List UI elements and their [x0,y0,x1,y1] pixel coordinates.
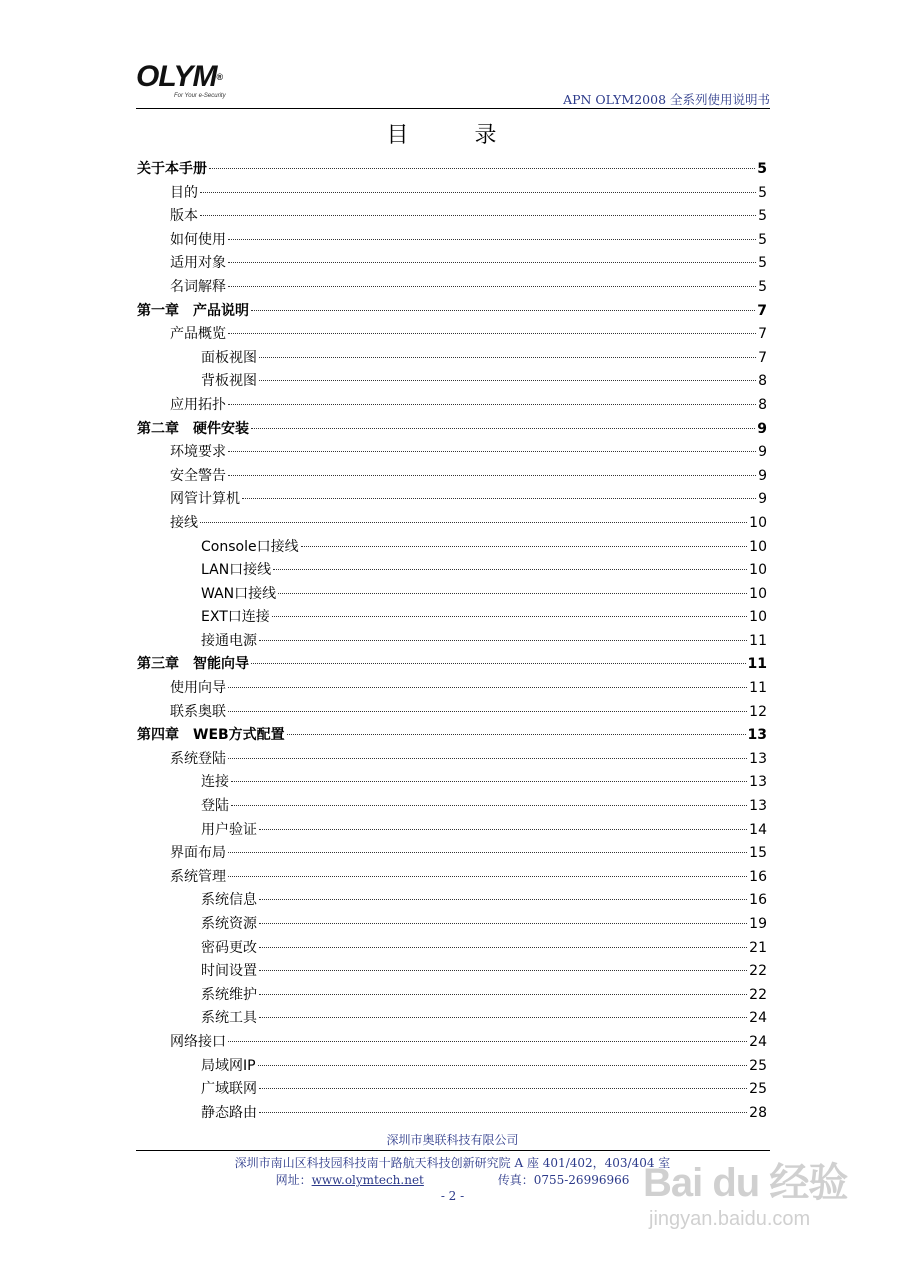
toc-entry-title: 第三章 智能向导 [137,656,249,673]
header-divider [136,108,770,109]
toc-entry-page: 10 [749,514,767,531]
toc-entry-title: 关于本手册 [137,161,207,177]
logo-tagline: For Your e-Security [174,93,226,99]
toc-entry-title: 如何使用 [170,231,226,248]
toc-entry[interactable] [137,1078,767,1102]
watermark-brand: Bai du 经验 [643,1161,848,1205]
toc-leader-dots [200,522,747,523]
toc-entry[interactable] [137,866,767,890]
toc-leader-dots [259,357,756,358]
toc-entry-title: WAN口接线 [201,585,277,602]
toc-entry[interactable] [137,889,767,913]
toc-leader-dots [259,829,747,830]
toc-entry-page: 10 [749,609,767,626]
toc-leader-dots [272,616,747,617]
toc-entry[interactable] [137,205,767,229]
toc-entry-title: 系统登陆 [170,750,226,767]
website-link[interactable]: www.olymtech.net [311,1173,424,1187]
toc-leader-dots [228,333,756,334]
toc-entry-title: 安全警告 [170,467,226,484]
toc-entry[interactable] [137,984,767,1008]
toc-leader-dots [228,451,756,452]
toc-entry-title: 联系奥联 [170,703,226,720]
toc-leader-dots [228,286,756,287]
toc-entry-title: 面板视图 [201,349,257,366]
toc-entry[interactable] [137,724,767,748]
toc-entry[interactable] [137,960,767,984]
table-of-contents [137,158,767,1125]
toc-leader-dots [259,899,747,900]
toc-entry[interactable] [137,1031,767,1055]
toc-entry[interactable] [137,1055,767,1079]
toc-leader-dots [278,593,747,594]
toc-entry[interactable] [137,347,767,371]
toc-entry-page: 19 [749,916,767,932]
toc-leader-dots [259,380,756,381]
toc-entry-title: 第一章 产品说明 [137,302,249,319]
toc-entry-page: 13 [749,774,767,791]
toc-entry[interactable] [137,653,767,677]
toc-entry-page: 10 [749,562,767,579]
toc-entry-title: 网络接口 [170,1033,226,1050]
toc-entry-page: 5 [758,184,767,201]
toc-leader-dots [228,1041,747,1042]
toc-entry-title: 产品概览 [170,326,226,343]
toc-leader-dots [228,262,756,263]
toc-entry[interactable] [137,182,767,206]
toc-entry-title: 系统资源 [201,916,257,932]
toc-entry[interactable] [137,252,767,276]
toc-entry[interactable] [137,771,767,795]
toc-entry-page: 11 [747,656,767,673]
toc-entry[interactable] [137,158,767,182]
footer-divider [136,1150,770,1151]
toc-entry-title: 接通电源 [201,632,257,649]
toc-entry-page: 21 [749,939,767,956]
toc-entry-title: 时间设置 [201,963,257,980]
toc-entry-title: 名词解释 [170,278,226,295]
toc-entry[interactable] [137,701,767,725]
toc-entry[interactable] [137,559,767,583]
toc-leader-dots [259,923,747,924]
toc-entry-page: 5 [757,161,767,177]
website-label: 网址： [275,1173,312,1187]
footer-address: 深圳市南山区科技园科技南十路航天科技创新研究院 A 座 401/402，403/404 室 [234,1156,671,1170]
toc-entry-page: 24 [749,1010,767,1027]
toc-entry[interactable] [137,1102,767,1126]
fax-number: 传真：0755-26996966 [497,1173,630,1187]
toc-entry-title: 广域联网 [201,1081,257,1098]
toc-entry-page: 8 [758,373,767,390]
toc-entry[interactable] [137,441,767,465]
toc-leader-dots [228,687,747,688]
toc-entry[interactable] [137,842,767,866]
toc-entry-title: 目的 [170,184,198,201]
toc-leader-dots [228,239,756,240]
toc-entry[interactable] [137,536,767,560]
toc-entry-title: 应用拓扑 [170,396,226,413]
toc-entry[interactable] [137,323,767,347]
toc-entry-page: 7 [758,349,767,366]
toc-entry-page: 25 [749,1057,767,1074]
toc-leader-dots [228,711,747,712]
footer-company: 深圳市奥联科技有限公司 [386,1133,519,1147]
toc-entry-page: 14 [749,821,767,838]
toc-entry[interactable] [137,512,767,536]
toc-entry-page: 22 [749,963,767,980]
toc-leader-dots [228,852,747,853]
toc-leader-dots [259,994,747,995]
toc-entry-title: 背板视图 [201,373,257,390]
toc-entry-page: 9 [758,444,767,461]
toc-entry[interactable] [137,630,767,654]
toc-entry-page: 10 [749,538,767,555]
toc-entry-title: 静态路由 [201,1104,257,1121]
toc-entry-title: 系统信息 [201,892,257,909]
toc-leader-dots [251,428,755,429]
toc-leader-dots [228,876,747,877]
toc-leader-dots [251,310,755,311]
toc-leader-dots [200,192,756,193]
toc-entry-page: 16 [749,892,767,909]
toc-entry-title: 连接 [201,774,229,791]
toc-leader-dots [259,1088,747,1089]
toc-leader-dots [231,781,747,782]
toc-entry-title: 第四章 WEB方式配置 [137,727,285,744]
toc-entry[interactable] [137,606,767,630]
toc-entry[interactable] [137,937,767,961]
toc-entry-title: 版本 [170,208,198,225]
toc-entry-page: 13 [749,798,767,815]
registered-mark: ® [216,72,223,82]
toc-entry[interactable] [137,913,767,937]
toc-entry-page: 5 [758,278,767,295]
toc-leader-dots [273,569,747,570]
toc-entry-page: 5 [758,231,767,248]
toc-entry[interactable] [137,300,767,324]
toc-entry[interactable] [137,677,767,701]
toc-entry-page: 7 [757,302,767,319]
toc-entry-title: 系统管理 [170,868,226,885]
toc-entry-page: 9 [758,491,767,508]
toc-leader-dots [259,970,747,971]
toc-entry[interactable] [137,370,767,394]
toc-entry-page: 15 [749,845,767,862]
toc-entry-title: 系统工具 [201,1010,257,1027]
toc-entry-title: LAN口接线 [201,562,272,579]
toc-leader-dots [259,1017,747,1018]
toc-entry-title: 适用对象 [170,255,226,272]
toc-entry[interactable] [137,229,767,253]
olym-logo [136,62,226,99]
toc-entry-title: 系统维护 [201,986,257,1003]
document-title: APN OLYM2008 全系列使用说明书 [563,92,770,107]
toc-entry-title: 登陆 [201,798,229,815]
toc-leader-dots [251,663,746,664]
toc-leader-dots [259,947,747,948]
toc-entry-title: 环境要求 [170,444,226,461]
toc-entry-page: 10 [749,585,767,602]
toc-entry-title: 使用向导 [170,680,226,697]
toc-entry-page: 16 [749,868,767,885]
toc-entry-page: 28 [749,1104,767,1121]
toc-entry-title: 第二章 硬件安装 [137,420,249,437]
toc-entry-title: 界面布局 [170,845,226,862]
toc-leader-dots [259,640,747,641]
toc-entry-page: 9 [757,420,767,437]
toc-leader-dots [258,1065,748,1066]
watermark-url: jingyan.baidu.com [649,1208,811,1230]
toc-entry-page: 5 [758,255,767,272]
toc-entry-page: 12 [749,703,767,720]
toc-leader-dots [228,404,756,405]
toc-entry-page: 25 [749,1081,767,1098]
toc-entry[interactable] [137,795,767,819]
toc-leader-dots [287,734,746,735]
toc-entry-title: 用户验证 [201,821,257,838]
toc-entry[interactable] [137,276,767,300]
toc-entry-page: 11 [749,680,767,697]
toc-leader-dots [301,546,748,547]
toc-entry-page: 5 [758,208,767,225]
toc-leader-dots [259,1112,747,1113]
toc-entry[interactable] [137,488,767,512]
toc-entry-page: 22 [749,986,767,1003]
toc-heading: 目 录 [386,123,519,148]
toc-entry-page: 11 [749,632,767,649]
toc-leader-dots [242,498,756,499]
toc-entry[interactable] [137,819,767,843]
toc-entry-page: 13 [747,727,767,744]
toc-entry-title: 网管计算机 [170,491,240,508]
toc-entry-title: 密码更改 [201,939,257,956]
toc-entry-page: 8 [758,396,767,413]
toc-entry[interactable] [137,394,767,418]
toc-entry[interactable] [137,418,767,442]
logo-text: OLYM [136,60,217,93]
toc-entry[interactable] [137,748,767,772]
page-header [136,60,770,110]
toc-entry[interactable] [137,583,767,607]
toc-entry-page: 9 [758,467,767,484]
toc-entry-title: EXT口连接 [201,609,270,626]
toc-entry-title: 接线 [170,514,198,531]
baidu-watermark [643,1162,853,1252]
toc-entry-title: 局域网IP [201,1057,256,1074]
toc-entry-page: 13 [749,750,767,767]
toc-leader-dots [228,758,747,759]
toc-leader-dots [200,215,756,216]
toc-entry-page: 7 [758,326,767,343]
toc-entry-page: 24 [749,1033,767,1050]
toc-leader-dots [231,805,747,806]
toc-entry[interactable] [137,465,767,489]
toc-leader-dots [228,475,756,476]
toc-entry[interactable] [137,1007,767,1031]
toc-entry-title: Console口接线 [201,538,299,555]
page-number: - 2 - [440,1189,465,1203]
toc-leader-dots [209,168,755,169]
